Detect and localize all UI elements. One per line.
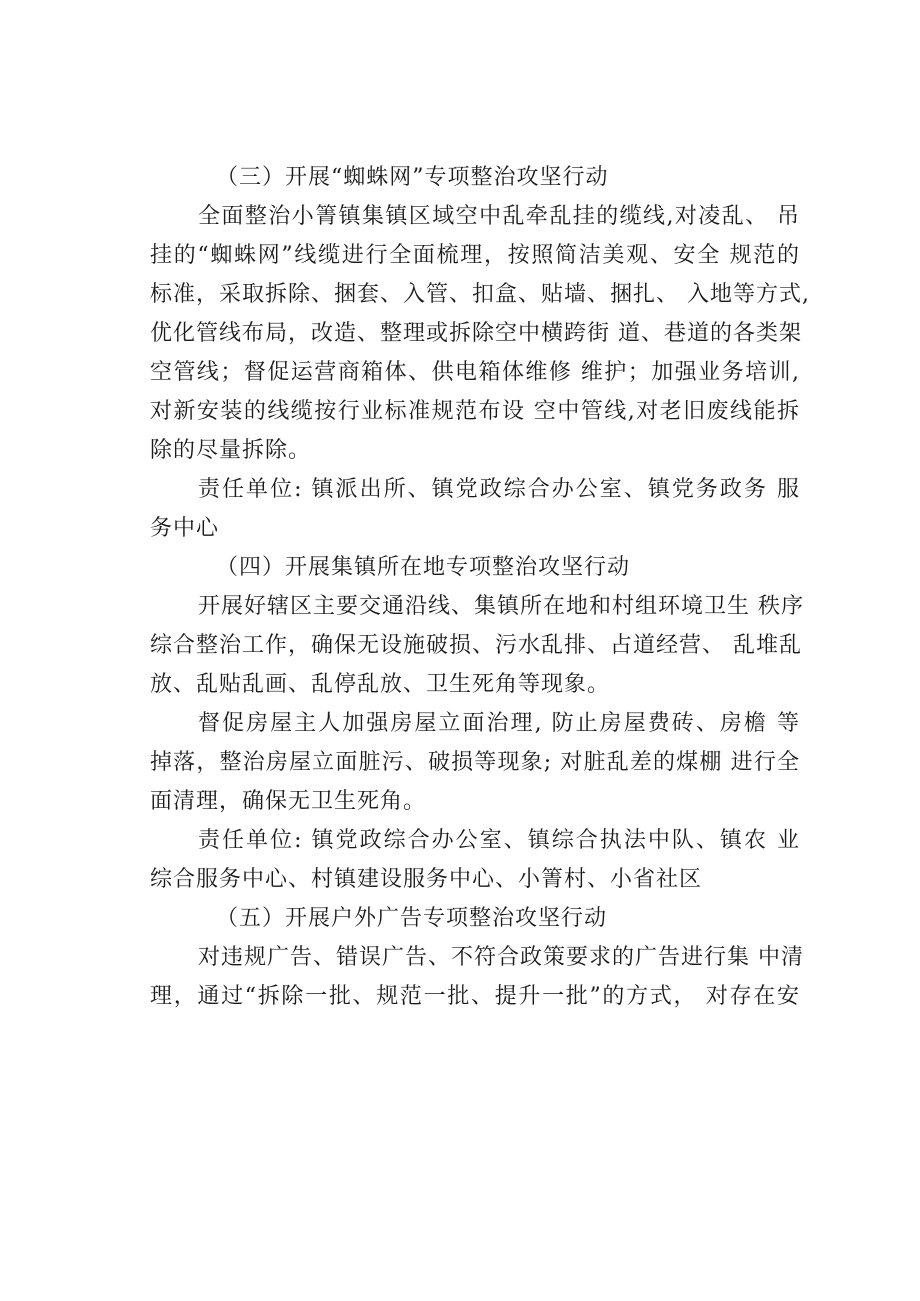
- text-line: 面清理，确保无卫生死角。: [150, 789, 427, 814]
- section-heading: [150, 899, 800, 938]
- text-line: 对新安装的线缆按行业标准规范布设 空中管线,对老旧废线能拆: [150, 399, 800, 424]
- text-line: （四）开展集镇所在地专项整治攻坚行动: [216, 555, 631, 580]
- section-heading: [150, 158, 800, 197]
- text-line: 全面整治小箐镇集镇区域空中乱牵乱挂的缆线,对凌乱、 吊: [198, 204, 800, 229]
- paragraph: [150, 938, 804, 1016]
- paragraph: [150, 197, 810, 470]
- text-line: 掉落，整治房屋立面脏污、破损等现象; 对脏乱差的煤棚 进行全: [150, 750, 800, 775]
- paragraph: [150, 470, 800, 548]
- paragraph: [150, 821, 800, 899]
- text-line: 空管线；督促运营商箱体、供电箱体维修 维护；加强业务培训,: [150, 360, 800, 385]
- text-line: 开展好辖区主要交通沿线、集镇所在地和村组环境卫生 秩序: [198, 594, 804, 619]
- text-line: 挂的“蜘蛛网”线缆进行全面梳理，按照简洁美观、安全 规范的: [150, 243, 800, 268]
- text-line: 优化管线布局，改造、整理或拆除空中横跨街 道、巷道的各类架: [150, 321, 802, 346]
- document-body: [150, 158, 810, 1016]
- text-line: 对违规广告、错误广告、不符合政策要求的广告进行集 中清: [198, 945, 804, 970]
- text-line: 督促房屋主人加强房屋立面治理, 防止房屋费砖、房檐 等: [198, 711, 800, 736]
- text-line: 责任单位: 镇党政综合办公室、镇综合执法中队、镇农 业: [198, 828, 800, 853]
- paragraph: [150, 587, 804, 704]
- text-line: 务中心: [150, 516, 220, 541]
- text-line: 理，通过“拆除一批、规范一批、提升一批”的方式， 对存在安: [150, 984, 800, 1009]
- text-line: 责任单位: 镇派出所、镇党政综合办公室、镇党务政务 服: [198, 477, 800, 502]
- section-heading: [150, 548, 800, 587]
- text-line: 综合整治工作，确保无设施破损、污水乱排、占道经营、 乱堆乱: [150, 633, 802, 658]
- text-line: （三）开展“蜘蛛网”专项整治攻坚行动: [216, 165, 609, 190]
- text-line: 综合服务中心、村镇建设服务中心、小箐村、小省社区: [150, 867, 703, 892]
- text-line: 标准，采取拆除、捆套、入管、扣盒、贴墙、捆扎、 入地等方式,: [150, 282, 810, 307]
- paragraph: [150, 704, 800, 821]
- text-line: （五）开展户外广告专项整治攻坚行动: [216, 906, 608, 931]
- text-line: 除的尽量拆除。: [150, 438, 312, 463]
- text-line: 放、乱贴乱画、乱停乱放、卫生死角等现象。: [150, 672, 611, 697]
